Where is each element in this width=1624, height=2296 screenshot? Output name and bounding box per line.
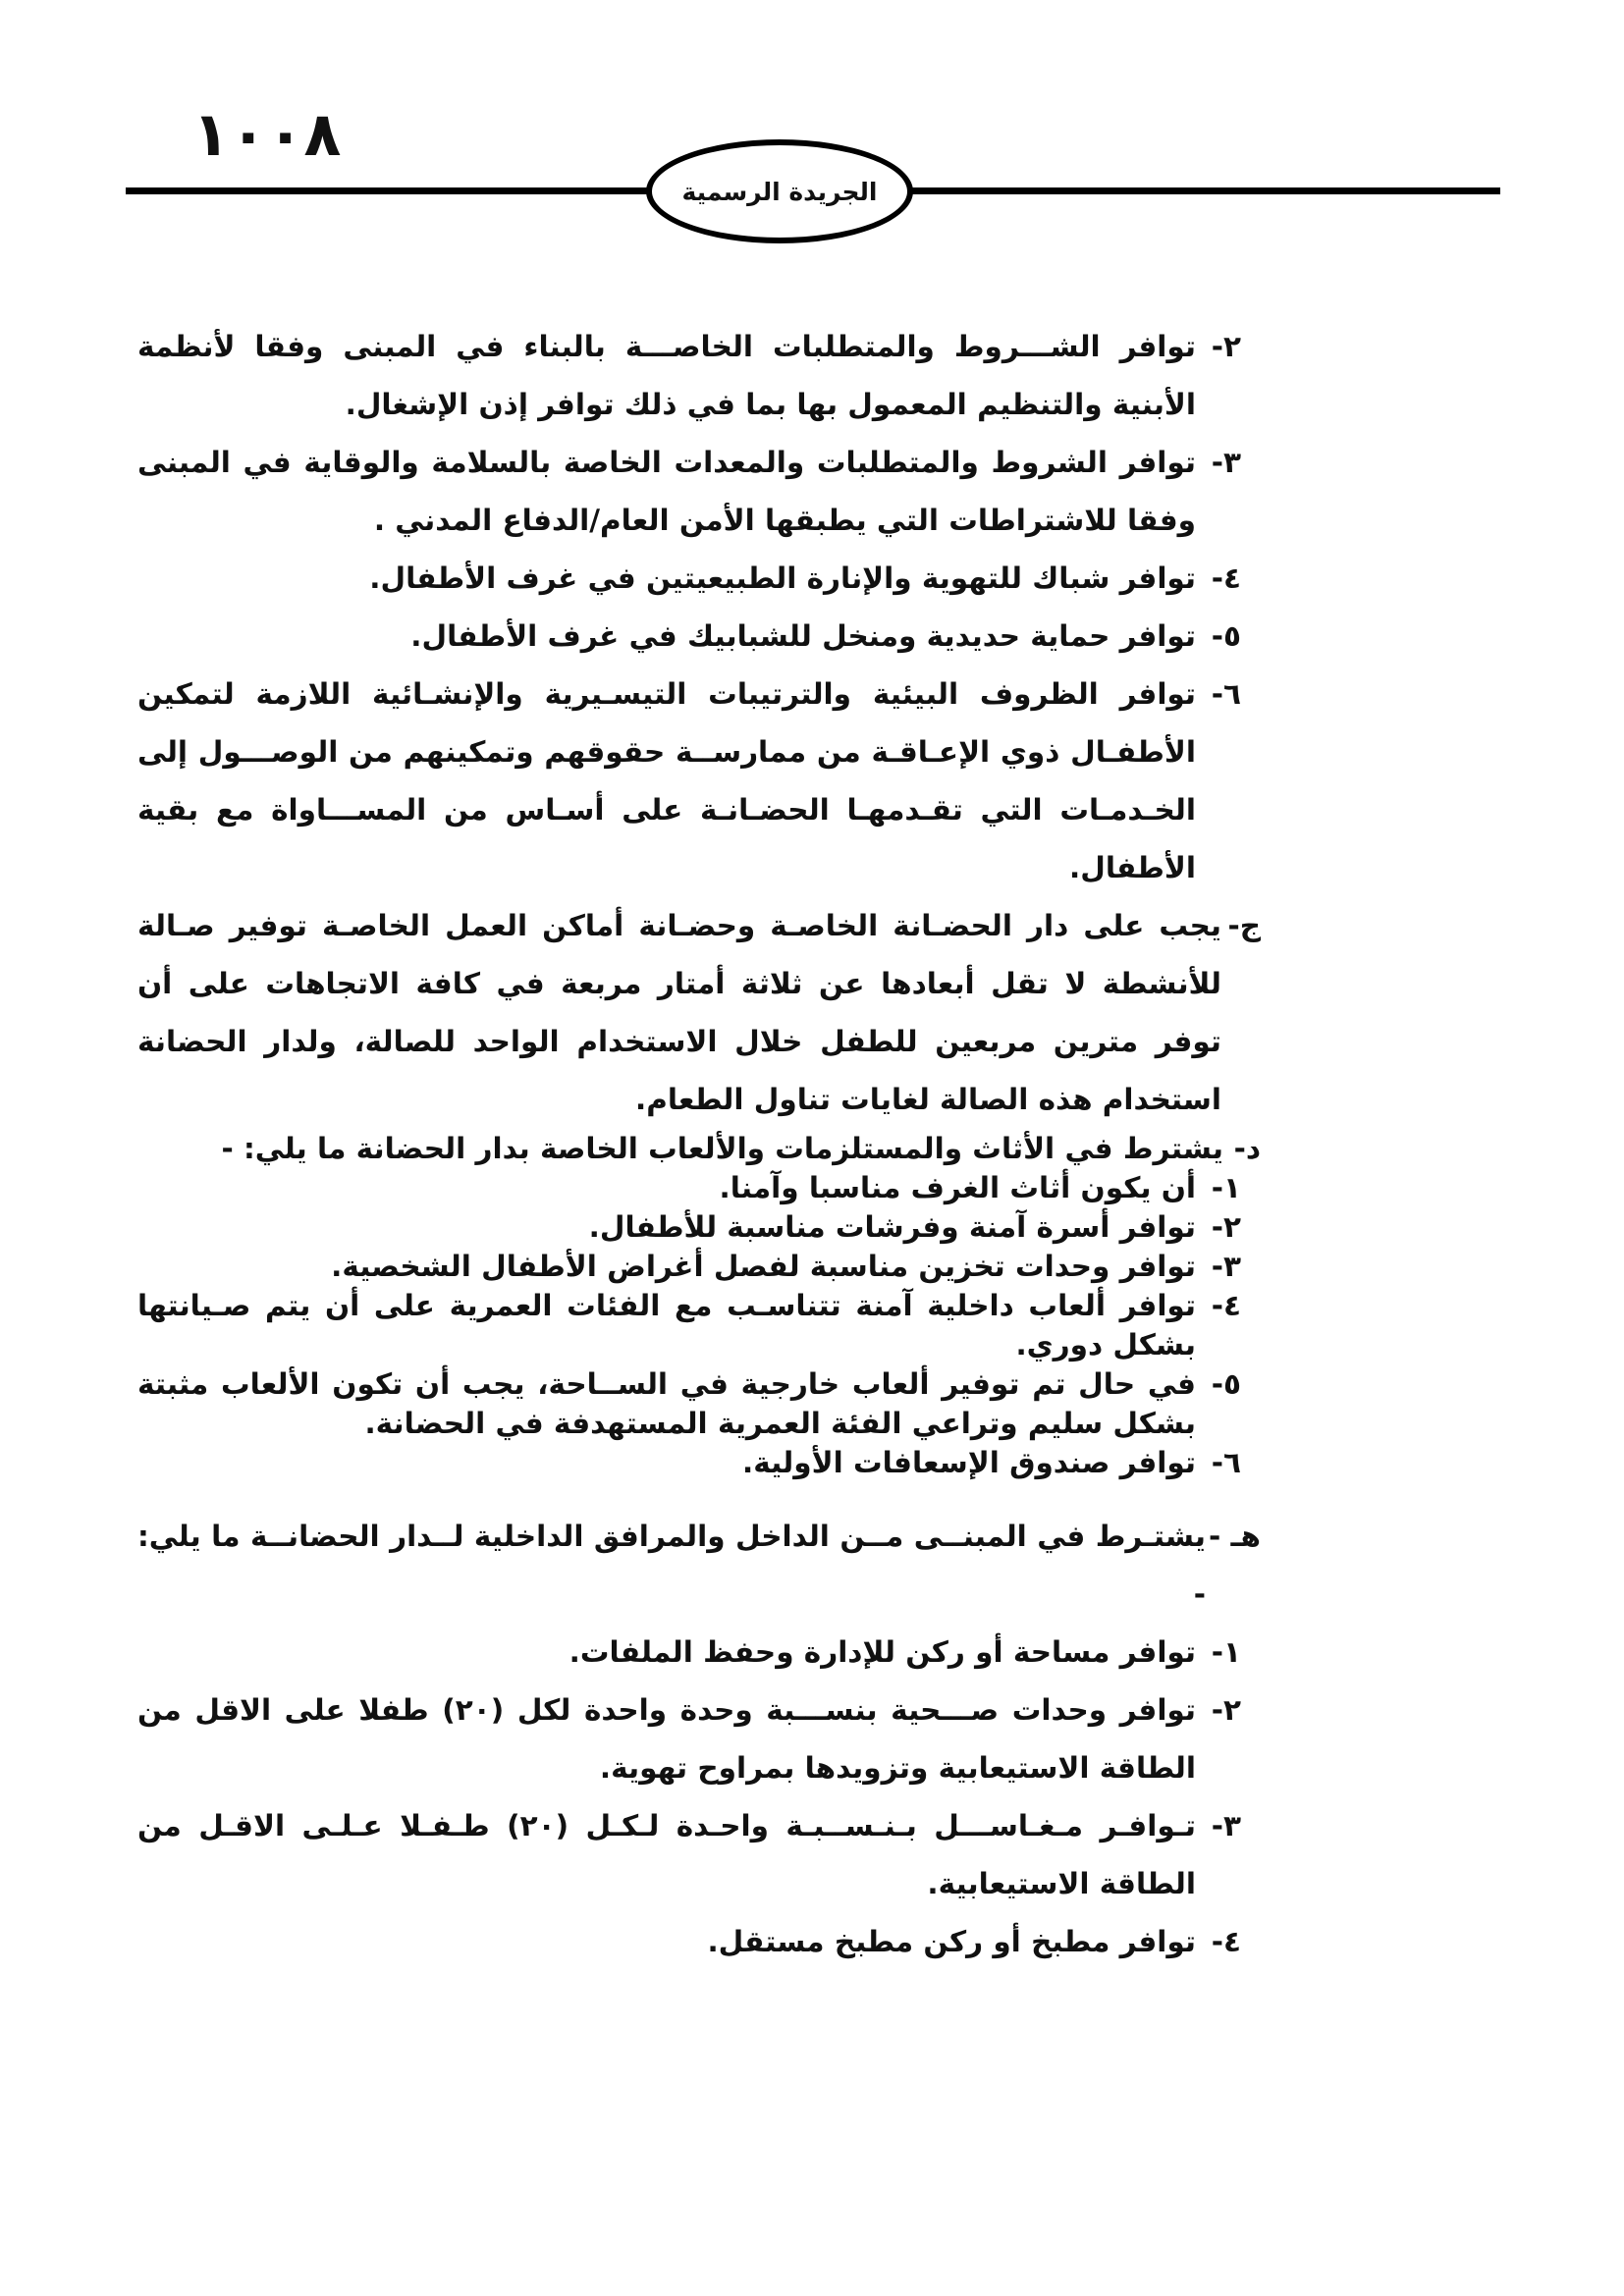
list-item [137,1207,1241,1247]
item-text: توافر أسرة آمنة وفرشات مناسبة للأطفال. [588,1210,1196,1244]
list-item [137,1364,1241,1443]
item-number: ٣- [1211,1809,1241,1842]
item-text: توافر شباك للتهوية والإنارة الطبيعيتين في غرف الأطفال. [369,561,1196,595]
gazette-title: الجريدة الرسمية [681,177,878,206]
item-text: توافر حماية حديدية ومنخل للشبابيك في غرف الأطفال. [410,619,1196,653]
item-number: ٢- [1211,1210,1241,1244]
list-item [137,1443,1241,1482]
item-number: ٣- [1211,1250,1241,1283]
page-number: ١٠٠٨ [192,98,342,170]
item-text: توافر ألعاب داخلية آمنة تتناسـب مع الفئات العمرية على أن يتم صـيانتها بشكل دوري. [137,1289,1196,1362]
item-number: ٤- [1211,1289,1241,1322]
list-item [137,434,1241,550]
item-number: ٦- [1211,1446,1241,1479]
item-text: توافر صندوق الإسعافات الأولية. [742,1446,1196,1479]
list-item [137,318,1241,434]
item-text: توافر الشروط والمتطلبات والمعدات الخاصة بالسلامة والوقاية في المبنى وفقا للاشتراطات التي يطبقها الأمن العام/الدفاع المدني . [137,446,1196,537]
item-number: ٥- [1211,619,1241,653]
item-number: ٢- [1211,1693,1241,1727]
item-text: أن يكون أثاث الغرف مناسبا وآمنا. [719,1171,1196,1204]
list-item [137,1247,1241,1286]
item-number: ٥- [1211,1367,1241,1401]
item-number: ١- [1211,1171,1241,1204]
list-item [137,550,1241,608]
item-text: في حال تم توفير ألعاب خارجية في الســاحة، يجب أن تكون الألعاب مثبتة بشكل سليم وتراعي الفئة العمرية المستهدفة في الحضانة. [137,1367,1196,1440]
section-h [137,1508,1261,1971]
item-text: توافر وحدات صـــحية بنســـبة وحدة واحدة لكل (٢٠) طفلا على الاقل من الطاقة الاستيعابية وتزويدها بمراوح تهوية. [137,1693,1196,1785]
list-item [137,1682,1241,1797]
item-text: توافر مساحة أو ركن للإدارة وحفظ الملفات. [568,1635,1196,1669]
document-body [137,318,1261,1971]
header-emblem [646,139,913,243]
list-item [137,1286,1241,1364]
item-number: ٢- [1211,330,1241,363]
item-number: ٦- [1211,677,1241,711]
item-number: ٤- [1211,1925,1241,1958]
section-d [137,1129,1261,1482]
list-item [137,1797,1241,1913]
item-text: توافر الشـــروط والمتطلبات الخاصـــة بالبناء في المبنى وفقا لأنظمة الأبنية والتنظيم المعمول بها بما في ذلك توافر إذن الإشغال. [137,330,1196,421]
list-item [137,1624,1241,1682]
section-c [137,897,1261,1129]
section-h-letter: هـ - [1208,1520,1261,1553]
item-text: توافر وحدات تخزين مناسبة لفصل أغراض الأطفال الشخصية. [331,1250,1196,1283]
section-d-intro [137,1129,1261,1168]
list-item [137,1168,1241,1207]
item-number: ١- [1211,1635,1241,1669]
list-item [137,1913,1241,1971]
section-c-text: يجب على دار الحضـانة الخاصـة وحضـانة أماكن العمل الخاصـة توفير صـالة للأنشطة لا تقل أبعادها عن ثلاثة أمتار مربعة في كافة الاتجاهات على أن توفر مترين مربعين للطفل خلال الاستخدام الواحد للصالة، ولدار الحضانة استخدام هذه الصالة لغايات تناول الطعام. [137,909,1221,1116]
section-h-intro [137,1508,1261,1624]
section-c-letter: ج- [1227,909,1261,942]
item-number: ٣- [1211,446,1241,479]
section-d-intro-text: يشترط في الأثاث والمستلزمات والألعاب الخاصة بدار الحضانة ما يلي: - [221,1132,1223,1165]
section-d-letter: د- [1233,1132,1261,1165]
item-number: ٤- [1211,561,1241,595]
item-text: تـوافـر مـغـاســـل بـنـســبـة واحـدة لـكـل (٢٠) طـفـلا عـلـى الاقـل من الطاقة الاستيعابية. [137,1809,1197,1900]
list-item [137,666,1241,897]
item-text: توافر مطبخ أو ركن مطبخ مستقل. [707,1925,1196,1958]
section-h-intro-text: يشتـرط في المبنــى مــن الداخل والمرافق الداخلية لــدار الحضانــة ما يلي: - [137,1520,1206,1611]
list-item [137,608,1241,666]
item-text: توافر الظروف البيئية والترتيبات التيسـيرية والإنشـائية اللازمة لتمكين الأطفـال ذوي الإعـاقـة من ممارســة حقوقهم وتمكينهم من الوصـــول إلى الخـدمـات التي تقـدمهـا الحضـانـة على أسـاس من المســـاواة مع بقية الأطفال. [137,677,1196,884]
